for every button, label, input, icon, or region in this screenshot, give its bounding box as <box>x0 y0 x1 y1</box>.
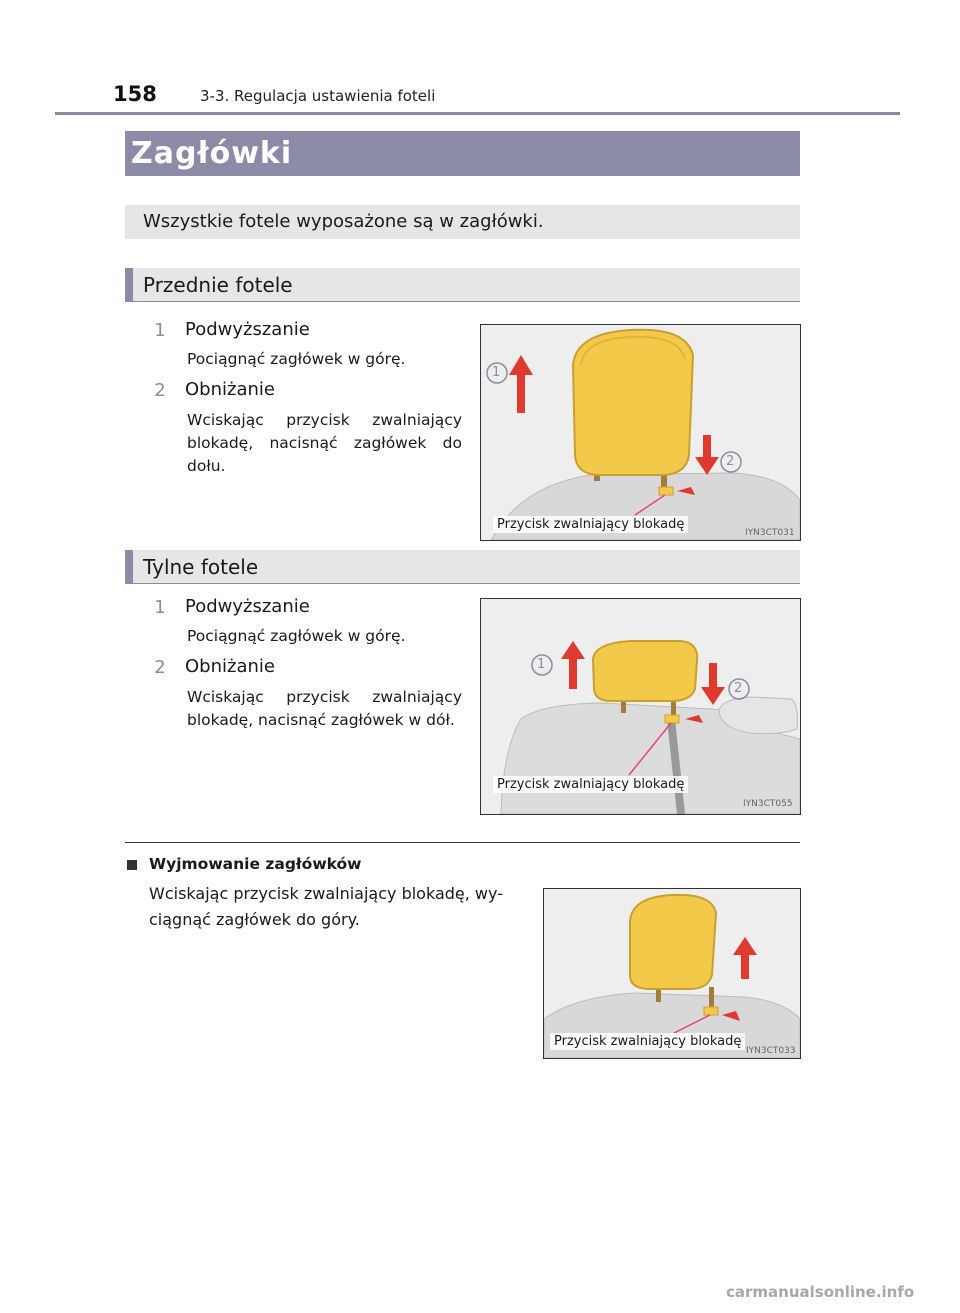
rear-section-heading: Tylne fotele <box>143 555 259 579</box>
rear-figure-label-1: 1 <box>537 657 546 672</box>
rear-figure-code: IYN3CT055 <box>743 799 793 809</box>
front-section-rule <box>125 301 800 302</box>
front-step-1-title: Podwyższanie <box>185 319 310 340</box>
chapter-title: 3-3. Regulacja ustawienia foteli <box>200 87 436 105</box>
rear-figure-label-2: 2 <box>734 681 743 696</box>
section-divider <box>125 842 800 843</box>
front-headrest-illustration <box>481 325 800 540</box>
front-step-2-title: Obniżanie <box>185 379 275 400</box>
rear-section-accent <box>125 550 133 584</box>
watermark: carmanualsonline.info <box>726 1283 915 1301</box>
rear-step-2-body: Wciskając przycisk zwalniający blokadę, nacisnąć zagłówek w dół. <box>187 688 462 729</box>
square-bullet-icon <box>127 860 137 870</box>
front-step-1-body: Pociągnąć zagłówek w górę. <box>187 350 406 368</box>
page-number: 158 <box>113 82 157 106</box>
page-title: Zagłówki <box>131 136 293 171</box>
rear-headrest-figure <box>480 598 801 815</box>
front-section-accent <box>125 268 133 302</box>
front-headrest-figure <box>480 324 801 541</box>
front-figure-label-1: 1 <box>492 365 501 380</box>
intro-text: Wszystkie fotele wyposażone są w zagłówki. <box>143 211 544 232</box>
front-step-2-body: Wciskając przycisk zwalniający blokadę, nacisnąć zagłówek do dołu. <box>187 411 462 475</box>
front-figure-label-2: 2 <box>726 454 735 469</box>
rear-step-1-number: 1 <box>154 597 166 618</box>
rear-section-rule <box>125 583 800 584</box>
removal-heading: Wyjmowanie zagłówków <box>149 855 362 873</box>
removal-figure-caption: Przycisk zwalniający blokadę <box>550 1033 745 1050</box>
front-figure-code: IYN3CT031 <box>745 528 795 538</box>
rear-figure-caption: Przycisk zwalniający blokadę <box>493 776 688 793</box>
removal-body: Wciskając przycisk zwalniający blokadę, wy-ciągnąć zagłówek do góry. <box>149 884 503 929</box>
rear-step-2-title: Obniżanie <box>185 656 275 677</box>
removal-headrest-figure <box>543 888 801 1059</box>
removal-figure-code: IYN3CT033 <box>746 1046 796 1056</box>
rear-step-1-body: Pociągnąć zagłówek w górę. <box>187 627 406 645</box>
rear-step-2-number: 2 <box>154 657 166 678</box>
front-step-1-number: 1 <box>154 320 166 341</box>
front-figure-caption: Przycisk zwalniający blokadę <box>493 516 688 533</box>
rear-step-1-title: Podwyższanie <box>185 596 310 617</box>
header-rule <box>55 112 900 115</box>
front-step-2-number: 2 <box>154 380 166 401</box>
front-section-heading: Przednie fotele <box>143 273 293 297</box>
